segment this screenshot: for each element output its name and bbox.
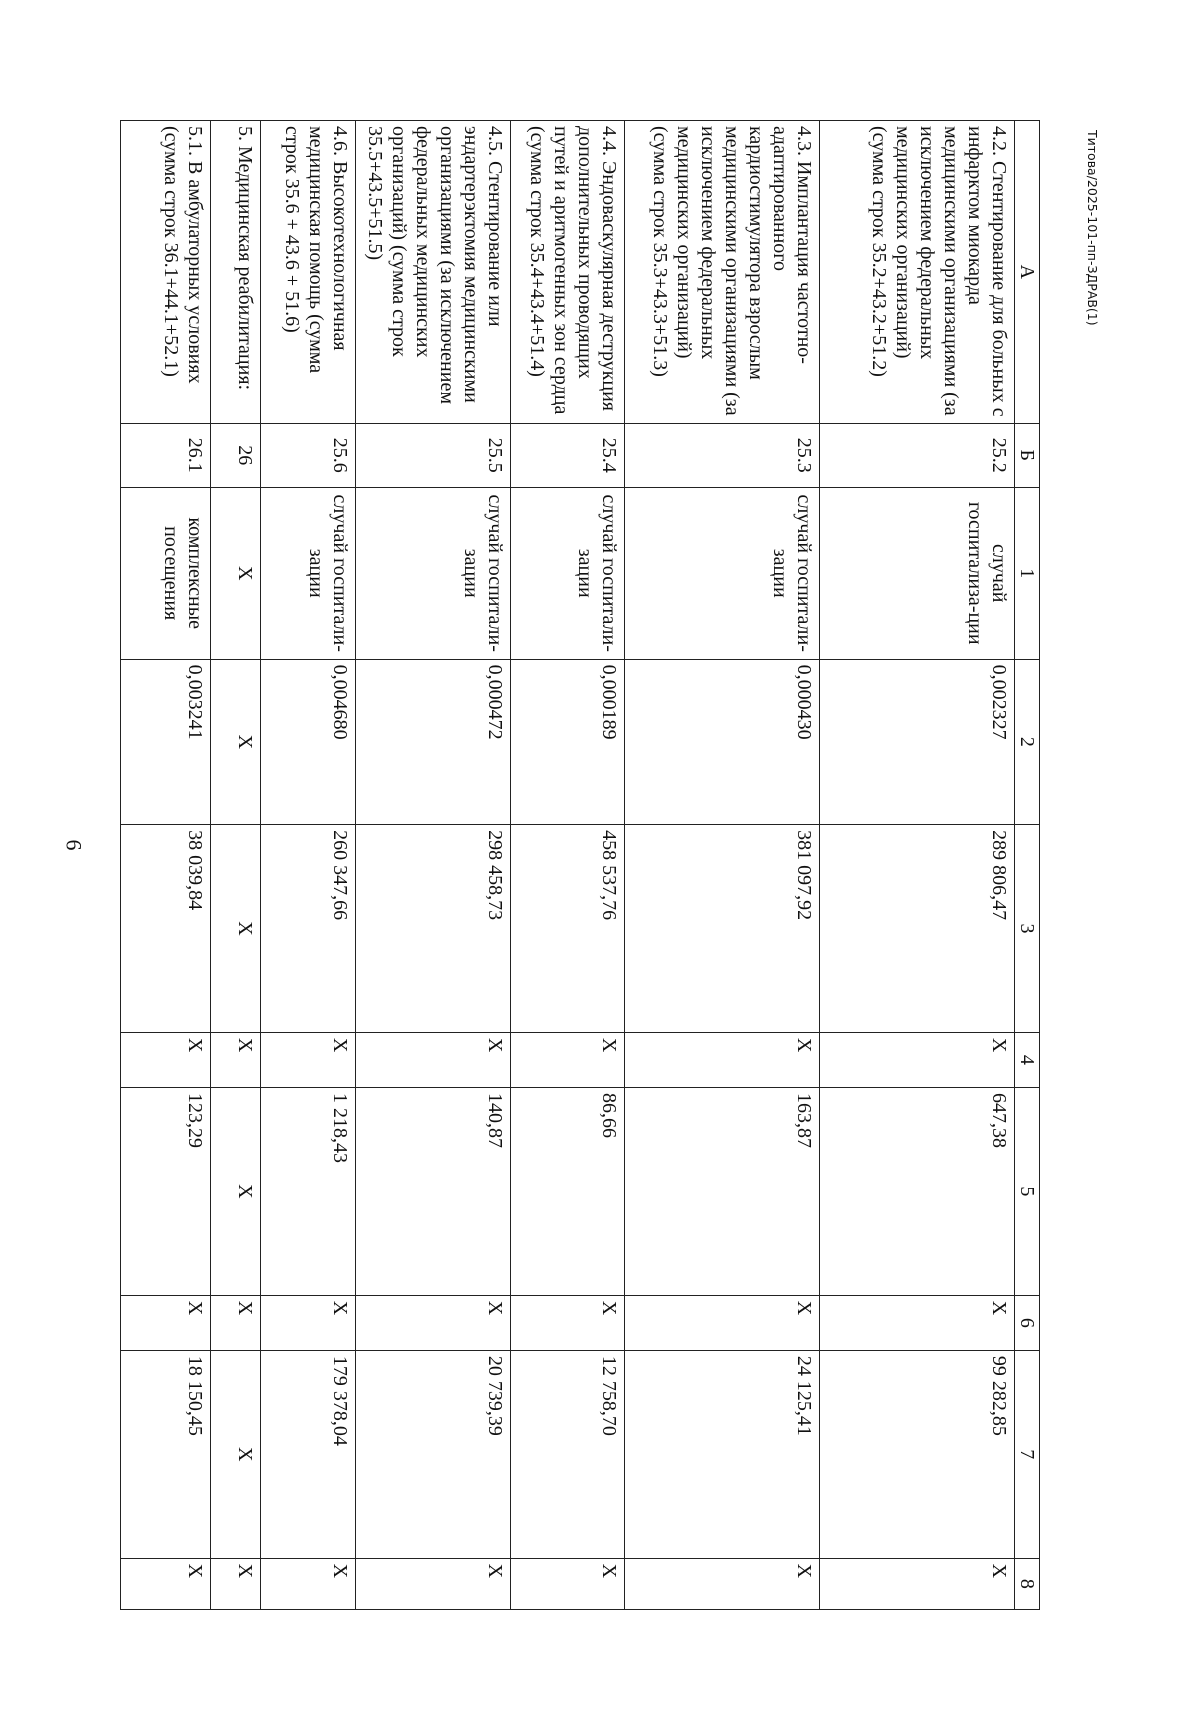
col5-cell: 1 218,43 [261,1087,356,1295]
unit-cell: случай госпитали-зации [356,487,511,659]
row-number-cell: 26.1 [121,423,211,487]
unit-cell: случай госпитали-зации [511,487,625,659]
row-number-cell: 25.3 [625,423,820,487]
page-number: 6 [61,839,87,851]
col6-cell: Х [511,1295,625,1350]
col7-cell: Х [211,1350,261,1558]
col4-cell: Х [211,1032,261,1087]
col7-cell: 12 758,70 [511,1350,625,1558]
row-name-cell: 4.2. Стентирование для больных с инфарктом миокарда медицинскими организациями (за исключением федеральных медицинских организаций) (сумма строк 35.2+43.2+51.2) [820,121,1015,424]
unit-cell: Х [211,487,261,659]
col8-cell: Х [820,1558,1015,1609]
col4-cell: Х [820,1032,1015,1087]
row-number-cell: 25.2 [820,423,1015,487]
table-row [356,121,511,1610]
col7-cell: 18 150,45 [121,1350,211,1558]
table-row [820,121,1015,1610]
col5-cell: 86,66 [511,1087,625,1295]
col3-cell: 289 806,47 [820,825,1015,1033]
unit-cell: случай госпитали-зации [261,487,356,659]
table-row [121,121,211,1610]
row-number-cell: 26 [211,423,261,487]
row-name-cell: 5.1. В амбулаторных условиях (сумма строк 36.1+44.1+52.1) [121,121,211,424]
col4-cell: Х [356,1032,511,1087]
header-col-2: 2 [1015,659,1040,824]
col7-cell: 20 739,39 [356,1350,511,1558]
col6-cell: Х [625,1295,820,1350]
unit-cell: комплексные посещения [121,487,211,659]
header-col-a: А [1015,121,1040,424]
header-col-1: 1 [1015,487,1040,659]
col3-cell: 381 097,92 [625,825,820,1033]
col2-cell: 0,003241 [121,659,211,824]
col3-cell: Х [211,825,261,1033]
header-col-8: 8 [1015,1558,1040,1609]
col8-cell: Х [356,1558,511,1609]
data-table [120,120,1040,1610]
col8-cell: Х [261,1558,356,1609]
col4-cell: Х [511,1032,625,1087]
col2-cell: 0,004680 [261,659,356,824]
row-number-cell: 25.6 [261,423,356,487]
row-name-cell: 5. Медицинская реабилитация: [211,121,261,424]
table-row [511,121,625,1610]
col5-cell: Х [211,1087,261,1295]
col4-cell: Х [625,1032,820,1087]
unit-cell: случай госпитализа-ции [820,487,1015,659]
header-col-7: 7 [1015,1350,1040,1558]
col8-cell: Х [625,1558,820,1609]
row-number-cell: 25.5 [356,423,511,487]
table-row [625,121,820,1610]
row-name-cell: 4.4. Эндоваскулярная деструкция дополнительных проводящих путей и аритмогенных зон сердца (сумма строк 35.4+43.4+51.4) [511,121,625,424]
col8-cell: Х [211,1558,261,1609]
row-name-cell: 4.6. Высокотехнологичная медицинская помощь (сумма строк 35.6 + 43.6 + 51.6) [261,121,356,424]
col2-cell: Х [211,659,261,824]
row-name-cell: 4.3. Имплантация частотно-адаптированного кардиостимулятора взрослым медицинскими организациями (за исключением федеральных медицинских организаций) (сумма строк 35.3+43.3+51.3) [625,121,820,424]
col4-cell: Х [121,1032,211,1087]
row-name-cell: 4.5. Стентирование или эндартерэктомия медицинскими организациями (за исключением федеральных медицинских организаций) (сумма строк 35.5+43.5+51.5) [356,121,511,424]
col7-cell: 24 125,41 [625,1350,820,1558]
col6-cell: Х [261,1295,356,1350]
header-col-4: 4 [1015,1032,1040,1087]
col2-cell: 0,002327 [820,659,1015,824]
col3-cell: 38 039,84 [121,825,211,1033]
col3-cell: 260 347,66 [261,825,356,1033]
header-col-3: 3 [1015,825,1040,1033]
col6-cell: Х [820,1295,1015,1350]
col5-cell: 163,87 [625,1087,820,1295]
col5-cell: 123,29 [121,1087,211,1295]
footer-document-code: Титова/2025-101-пп-ЗДРАВ(1) [1085,130,1100,326]
header-col-6: 6 [1015,1295,1040,1350]
col6-cell: Х [211,1295,261,1350]
row-number-cell: 25.4 [511,423,625,487]
table-header-row [1015,121,1040,1610]
col8-cell: Х [511,1558,625,1609]
unit-cell: случай госпитали-зации [625,487,820,659]
col4-cell: Х [261,1032,356,1087]
col7-cell: 179 378,04 [261,1350,356,1558]
col6-cell: Х [356,1295,511,1350]
col2-cell: 0,000430 [625,659,820,824]
col3-cell: 298 458,73 [356,825,511,1033]
col5-cell: 647,38 [820,1087,1015,1295]
col2-cell: 0,000189 [511,659,625,824]
col7-cell: 99 282,85 [820,1350,1015,1558]
col3-cell: 458 537,76 [511,825,625,1033]
header-col-b: Б [1015,423,1040,487]
col2-cell: 0,000472 [356,659,511,824]
table-row [261,121,356,1610]
col5-cell: 140,87 [356,1087,511,1295]
table-row [211,121,261,1610]
header-col-5: 5 [1015,1087,1040,1295]
col6-cell: Х [121,1295,211,1350]
col8-cell: Х [121,1558,211,1609]
rotated-table-container [120,120,1040,1610]
